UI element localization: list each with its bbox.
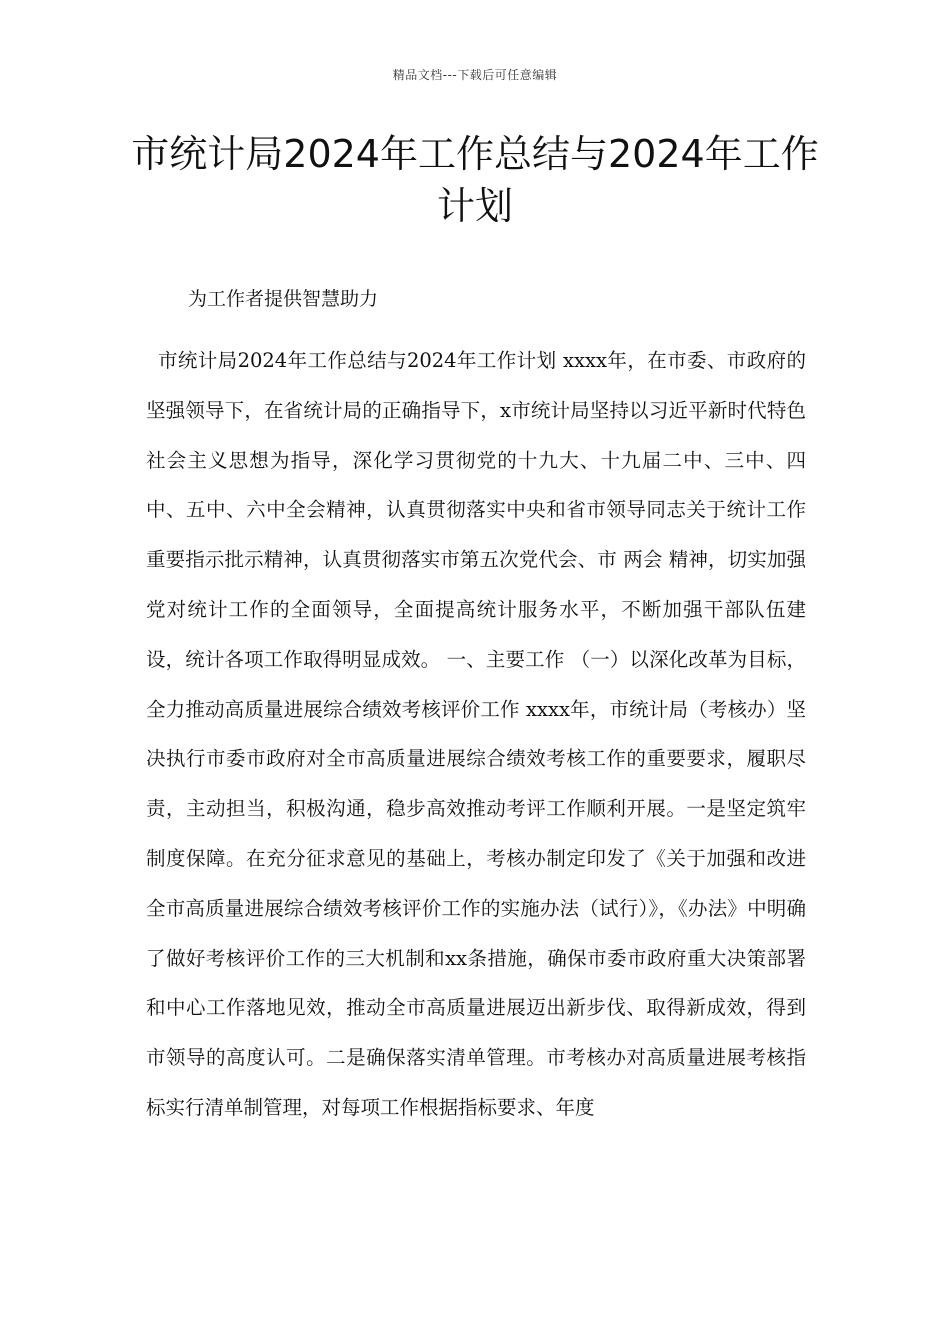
header-note: 精品文档---下载后可任意编辑 xyxy=(392,68,558,82)
document-subtitle: 为工作者提供智慧助力 xyxy=(188,288,379,310)
document-title: 市统计局2024年工作总结与2024年工作计划 xyxy=(131,132,819,228)
body-paragraph: 市统计局2024年工作总结与2024年工作计划 xxxx年，在市委、市政府的坚强领导下，在省统计局的正确指导下，x市统计局坚持以习近平新时代特色社会主义思想为指导，深化学习贯彻党的十九大、十九届二中、三中、四中、五中、六中全会精神，认真贯彻落实中央和省市领导同志关于统计工作重要指示批示精神，认真贯彻落实市第五次党代会、市 两会 精神，切实加强党对统计工作的全面领导，全面提高统计服务水平，不断加强干部队伍建设，统计各项工作取得明显成效。 一、主要工作 （一）以深化改革为目标，全力推动高质量进展综合绩效考核评价工作 xxxx年，市统计局（考核办）坚决执行市委市政府对全市高质量进展综合绩效考核工作的重要要求，履职尽责，主动担当，积极沟通，稳步高效推动考评工作顺利开展。一是坚定筑牢制度保障。在充分征求意见的基础上，考核办制定印发了《关于加强和改进全市高质量进展综合绩效考核评价工作的实施办法（试行）》，《办法》中明确了做好考核评价工作的三大机制和xx条措施，确保市委市政府重大决策部署和中心工作落地见效，推动全市高质量进展迈出新步伐、取得新成效，得到市领导的高度认可。二是确保落实清单管理。市考核办对高质量进展考核指标实行清单制管理，对每项工作根据指标要求、年度 xyxy=(146,349,806,1119)
